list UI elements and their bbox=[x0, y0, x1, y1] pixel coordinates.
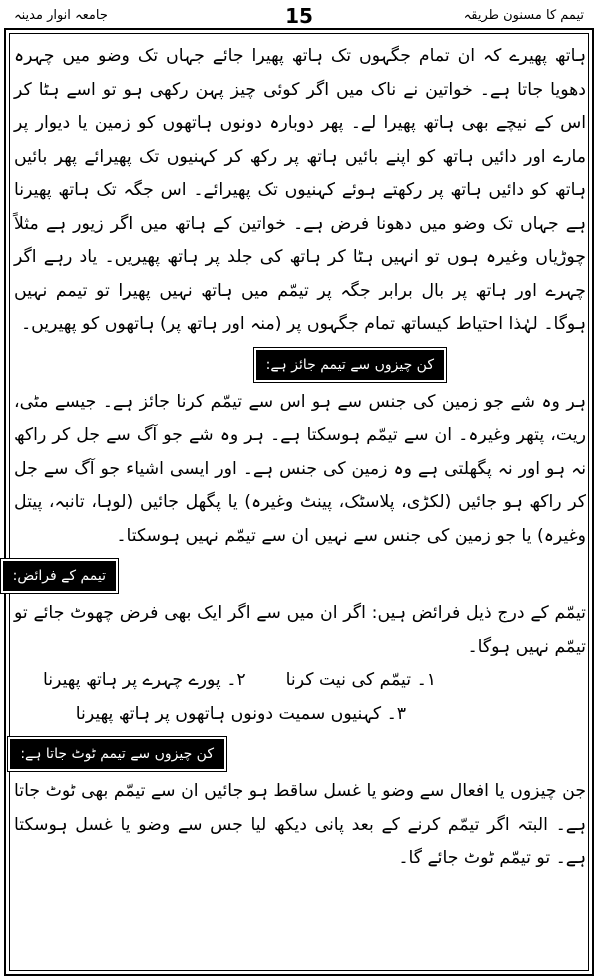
heading-row-permissible bbox=[14, 342, 586, 386]
page-number: 15 bbox=[285, 4, 313, 28]
paragraph-permissible-materials: ہر وہ شے جو زمین کی جنس سے ہو اس سے تیمّم کرنا جائز ہے۔ جیسے مٹی، ریت، پتھر وغیرہ۔ ان سے تیمّم ہوسکتا ہے۔ ہر وہ شے جو آگ سے جل کر راکھ نہ ہو اور نہ پگھلتی ہے وہ زمین کی جنس ہے۔ اور ایسی اشیاء جو آگ سے جل کر راکھ ہو جائیں (لکڑی، پلاسٹک، پینٹ وغیرہ) یا پگھل جائیں (لوہا، تانبہ، پیتل وغیرہ) یا جو زمین کی جنس سے نہیں ان سے تیمّم نہیں ہوسکتا۔ bbox=[14, 391, 586, 546]
heading-row-obligations bbox=[14, 553, 586, 597]
paragraph-obligations-intro: تیمّم کے درج ذیل فرائض ہیں: اگر ان میں سے اگر ایک بھی فرض چھوٹ جائے تو تیمّم نہیں ہوگا۔ bbox=[14, 603, 586, 657]
list-row bbox=[14, 664, 436, 698]
section-heading-nullifiers: کن چیزوں سے تیمم ٹوٹ جاتا ہے: bbox=[8, 737, 226, 771]
header-book-title: تیمم کا مسنون طریقہ bbox=[463, 8, 584, 23]
header-publisher: جامعہ انوار مدینہ bbox=[14, 8, 108, 23]
page-content bbox=[14, 40, 586, 876]
heading-row-nullifiers bbox=[14, 731, 586, 775]
list-item: ۱۔ تیمّم کی نیت کرنا bbox=[285, 670, 436, 690]
page-header bbox=[4, 4, 594, 28]
list-item: ۳۔ کہنیوں سمیت دونوں ہاتھوں پر ہاتھ پھیرنا bbox=[75, 703, 406, 724]
section-heading-permissible: کن چیزوں سے تیمم جائز ہے: bbox=[254, 348, 446, 382]
list-item: ۲۔ پورے چہرے پر ہاتھ پھیرنا bbox=[42, 670, 246, 690]
section-heading-obligations: تیمم کے فرائض: bbox=[1, 559, 118, 593]
paragraph-wiping-instructions: ہاتھ پھیرے کہ ان تمام جگہوں تک ہاتھ پھیرا جائے جہاں تک وضو میں چہرہ دھویا جاتا ہے۔ خواتین نے ناک میں اگر کوئی چیز پہن رکھی ہو تو اسے ہٹا کر اس کے نیچے بھی ہاتھ پھیرا لے۔ پھر دوبارہ دونوں ہاتھوں کو زمین یا دیوار پر مارے اور دائیں ہاتھ کو اپنے بائیں ہاتھ پر رکھ کر کہنیوں تک پھیرائے پھر بائیں ہاتھ کو دائیں ہاتھ پر رکھتے ہوئے کہنیوں تک پھیرائے۔ اس جگہ تک ہاتھ پھیرنا ہے جہاں تک وضو میں دھونا فرض ہے۔ خواتین کے ہاتھ میں اگر زیور ہے مثلاً چوڑیاں وغیرہ ہوں تو انہیں ہٹا کر ہاتھ کی جلد پر ہاتھ پھیریں۔ یاد رہے اگر چہرے اور ہاتھ پر بال برابر جگہ پر تیمّم میں ہاتھ نہیں پھیرا تو تیمم نہیں ہوگا۔ لہٰذا احتیاط کیساتھ تمام جگہوں پر (منہ اور ہاتھ پر) ہاتھوں کو پھیریں۔ bbox=[14, 46, 586, 334]
obligations-list bbox=[14, 664, 586, 731]
paragraph-nullifiers: جن چیزوں یا افعال سے وضو یا غسل ساقط ہو جائیں ان سے تیمّم بھی ٹوٹ جاتا ہے۔ البتہ اگر تیمّم کرنے کے بعد پانی دیکھ لیا جس سے وضو یا غسل ہوسکتا ہے۔ تو تیمّم ٹوٹ جائے گا۔ bbox=[14, 781, 586, 868]
